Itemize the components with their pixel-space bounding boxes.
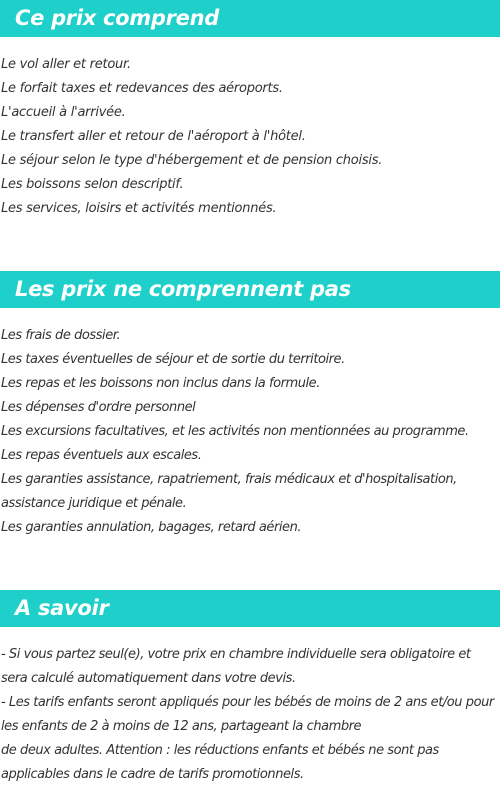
excluded-item: Les repas et les boissons non inclus dans la formule. — [1, 376, 320, 391]
excluded-item: assistance juridique et pénale. — [1, 496, 187, 511]
excluded-section-title: Les prix ne comprennent pas — [15, 277, 351, 301]
to-know-line: sera calculé automatiquement dans votre devis. — [1, 671, 296, 686]
included-item: L'accueil à l'arrivée. — [1, 105, 126, 120]
to-know-line: applicables dans le cadre de tarifs promotionnels. — [1, 767, 304, 782]
included-section-header — [0, 0, 500, 37]
included-item: Les boissons selon descriptif. — [1, 177, 184, 192]
excluded-item: Les taxes éventuelles de séjour et de sortie du territoire. — [1, 352, 345, 367]
included-list — [1, 53, 500, 221]
included-item: Les services, loisirs et activités mentionnés. — [1, 201, 277, 216]
excluded-item: Les garanties annulation, bagages, retard aérien. — [1, 520, 302, 535]
included-item: Le transfert aller et retour de l'aéroport à l'hôtel. — [1, 129, 306, 144]
excluded-list — [1, 324, 500, 540]
to-know-line: - Les tarifs enfants seront appliqués pour les bébés de moins de 2 ans et/ou pour — [1, 695, 494, 710]
to-know-line: de deux adultes. Attention : les réductions enfants et bébés ne sont pas — [1, 743, 439, 758]
included-section-title: Ce prix comprend — [15, 6, 219, 30]
excluded-item: Les garanties assistance, rapatriement, frais médicaux et d'hospitalisation, — [1, 472, 457, 487]
to-know-line: - Si vous partez seul(e), votre prix en chambre individuelle sera obligatoire et — [1, 647, 471, 662]
included-item: Le forfait taxes et redevances des aéroports. — [1, 81, 283, 96]
to-know-section-header — [0, 590, 500, 627]
included-item: Le séjour selon le type d'hébergement et de pension choisis. — [1, 153, 383, 168]
to-know-section-title: A savoir — [15, 596, 109, 620]
excluded-item: Les excursions facultatives, et les activités non mentionnées au programme. — [1, 424, 469, 439]
excluded-item: Les dépenses d'ordre personnel — [1, 400, 196, 415]
to-know-line: les enfants de 2 à moins de 12 ans, partageant la chambre — [1, 719, 362, 734]
excluded-item: Les repas éventuels aux escales. — [1, 448, 202, 463]
to-know-text — [1, 643, 500, 787]
included-item: Le vol aller et retour. — [1, 57, 131, 72]
excluded-item: Les frais de dossier. — [1, 328, 121, 343]
excluded-section-header — [0, 271, 500, 308]
